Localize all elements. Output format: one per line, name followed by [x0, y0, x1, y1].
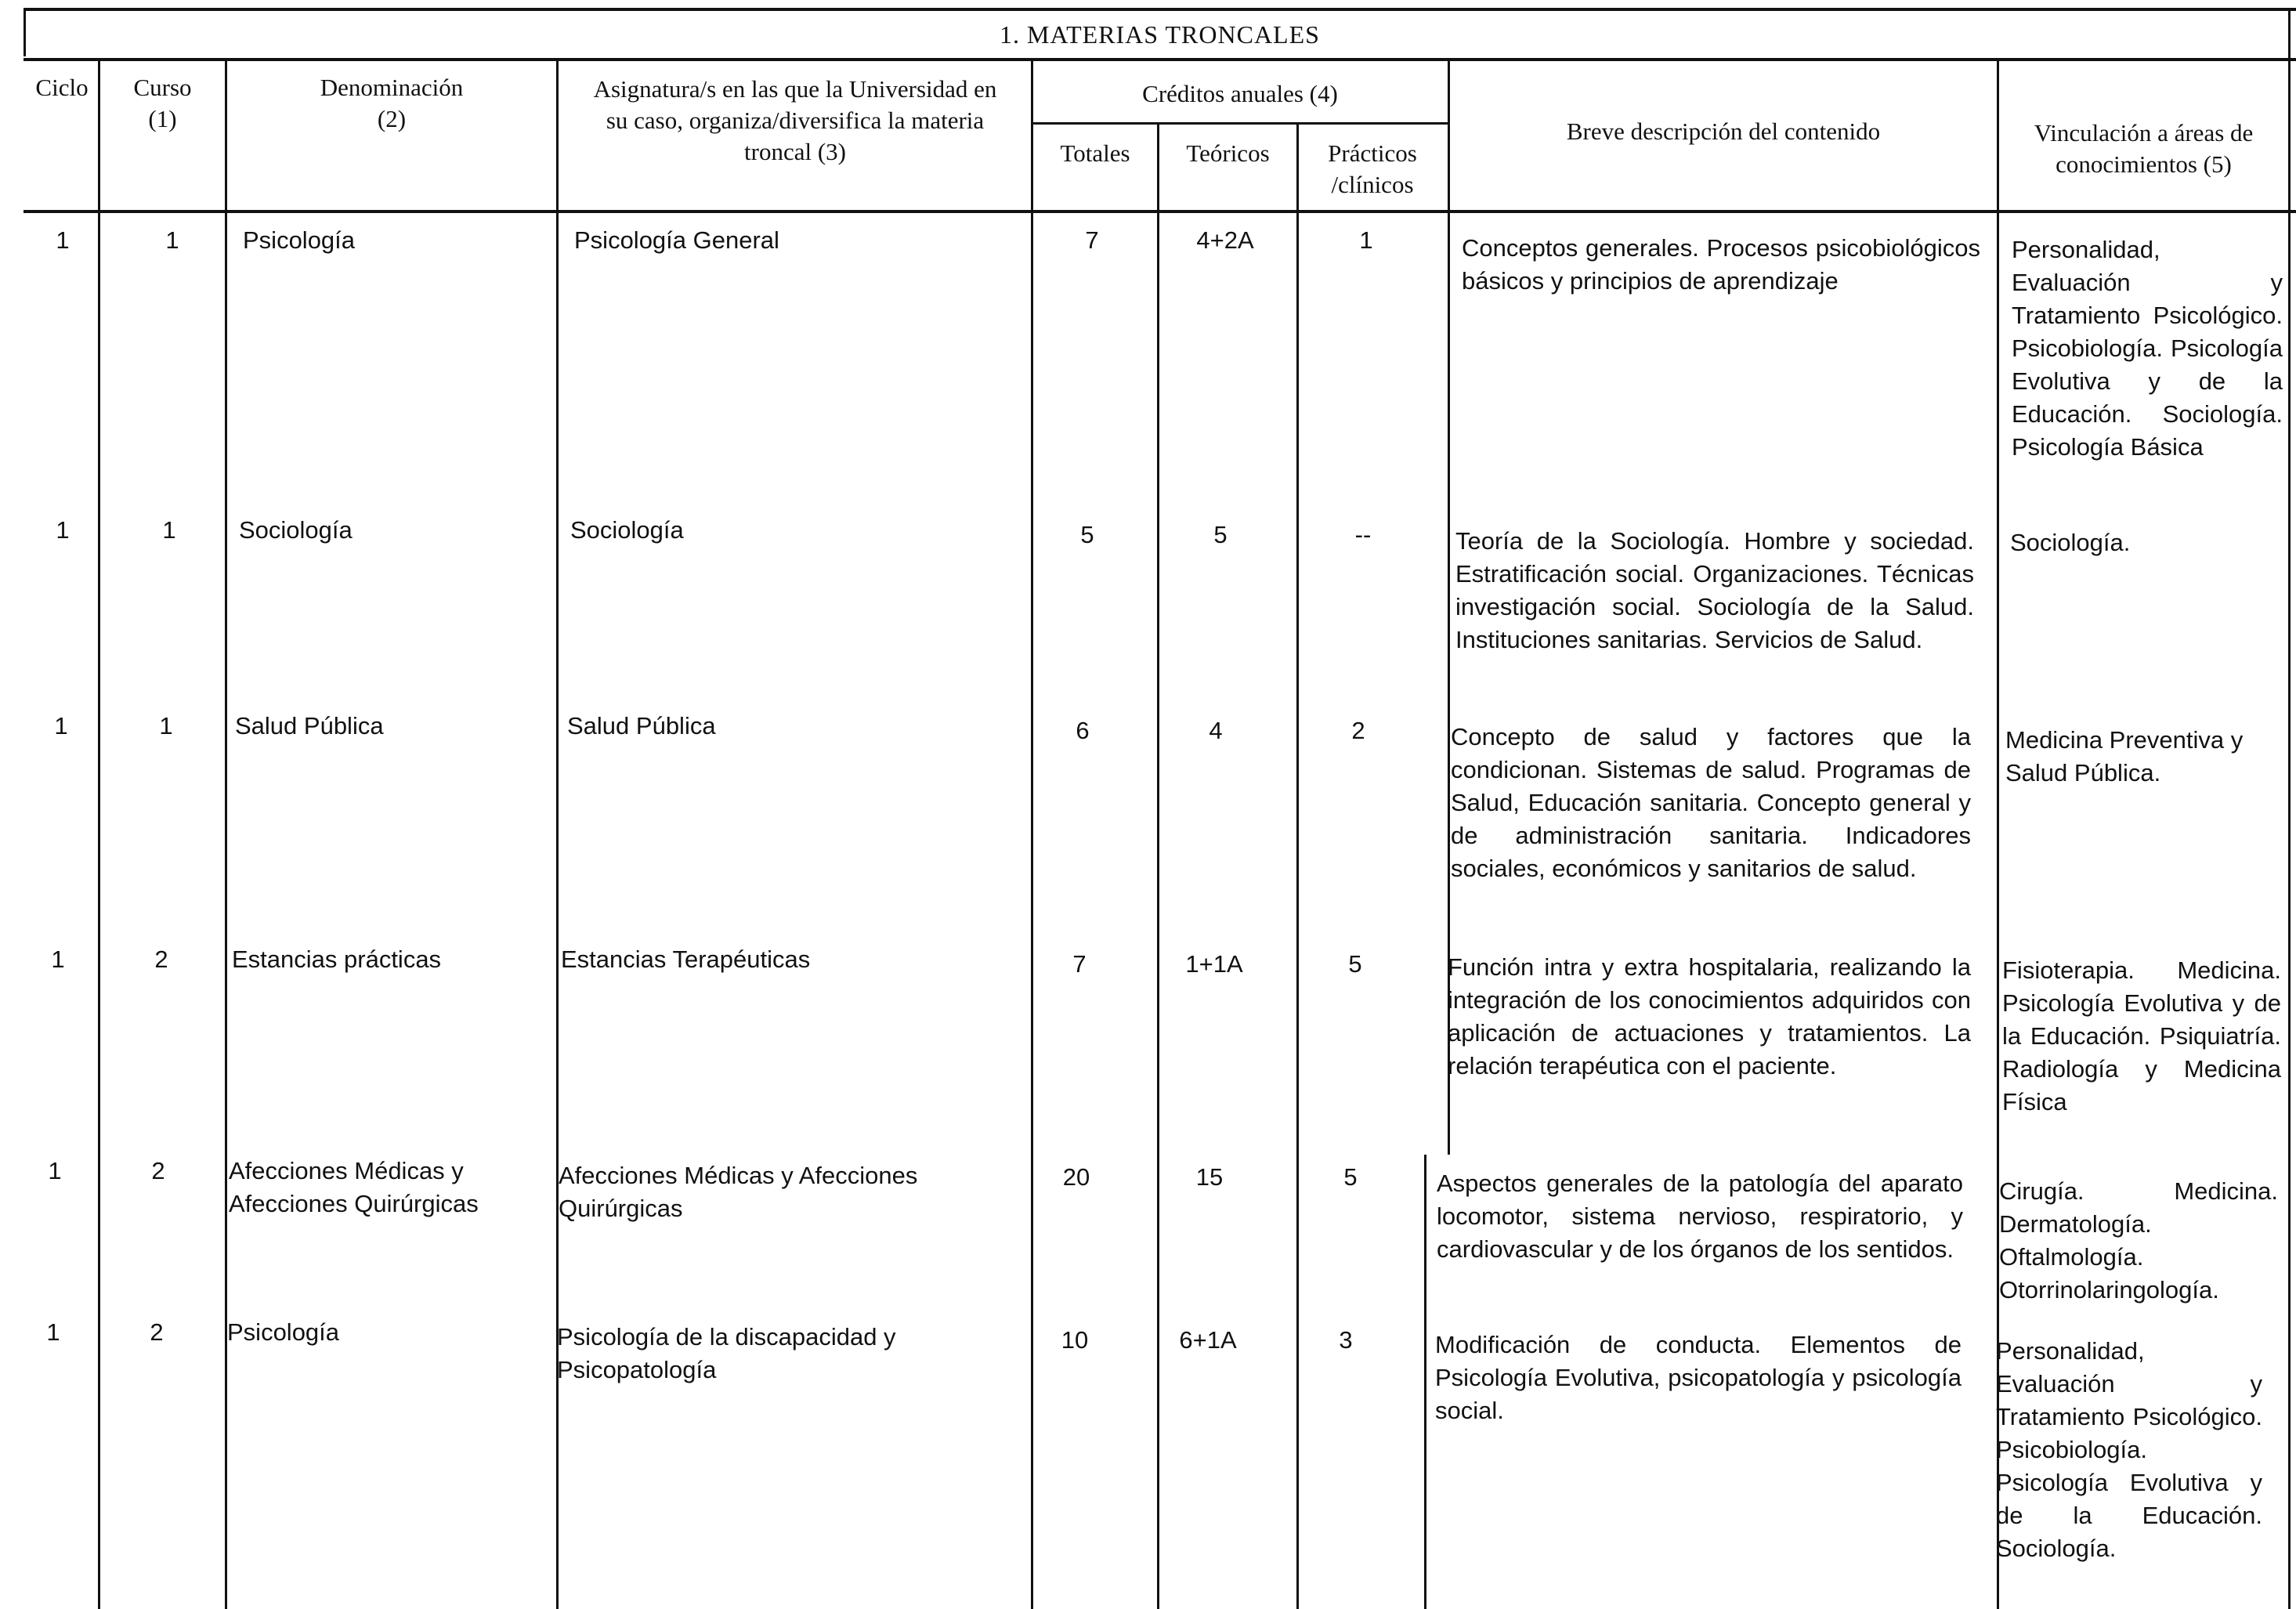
- cell-descripcion: Función intra y extra hospitalaria, realizando la integración de los conocimientos adquiridos con aplicación de actuaciones y tratamientos. La relación terapéutica con el paciente.: [1448, 953, 1971, 1079]
- frame-top-line: [24, 8, 2296, 11]
- cell-descripcion: Conceptos generales. Procesos psicobiológicos básicos y principios de aprendizaje: [1462, 234, 1980, 295]
- header-totales: Totales: [1060, 139, 1130, 167]
- cell-totales: 6: [1076, 717, 1090, 744]
- cell-practicos: 3: [1339, 1326, 1353, 1354]
- cell-practicos: --: [1354, 521, 1372, 548]
- header-asignatura: Asignatura/s en las que la Universidad en su caso, organiza/diversifica la materia troncal (3): [593, 75, 997, 165]
- cell-practicos: 5: [1348, 950, 1362, 978]
- cell-totales: 5: [1080, 521, 1094, 548]
- cell-totales: 20: [1062, 1163, 1090, 1191]
- header-vinculacion: Vinculación a áreas de conocimientos (5): [2034, 119, 2254, 178]
- cell-descripcion: Aspectos generales de la patología del aparato locomotor, sistema nervioso, respiratorio, y cardiovascular y de los órganos de los sentidos.: [1437, 1170, 1963, 1263]
- cell-ciclo: 1: [56, 226, 70, 254]
- header-creditos: Créditos anuales (4): [1142, 80, 1338, 107]
- header-bottom-line: [24, 210, 2296, 213]
- cell-totales: 7: [1085, 226, 1099, 254]
- header-denominacion: [227, 72, 556, 135]
- cell-asignatura: Salud Pública: [567, 712, 716, 739]
- header-curso: [100, 72, 225, 135]
- cell-vinculacion: Medicina Preventiva y Salud Pública.: [2005, 726, 2244, 786]
- cell-vinculacion: Cirugía. Medicina. Dermatología. Oftalmología. Otorrinolaringología.: [1999, 1177, 2278, 1303]
- cell-denominacion: Sociología: [239, 516, 353, 544]
- cell-vinculacion: Sociología.: [2010, 529, 2131, 556]
- cell-practicos: 1: [1359, 226, 1373, 254]
- cell-totales: 7: [1072, 950, 1087, 978]
- cell-denominacion: Psicología: [227, 1318, 340, 1346]
- cell-practicos: 5: [1343, 1163, 1358, 1191]
- cell-descripcion: Modificación de conducta. Elementos de Psicología Evolutiva, psicopatología y psicología social.: [1435, 1331, 1962, 1424]
- cell-teoricos: 15: [1195, 1163, 1224, 1191]
- column-line-5: [1157, 122, 1159, 1609]
- header-descripcion: Breve descripción del contenido: [1566, 118, 1881, 145]
- cell-denominacion: Afecciones Médicas y Afecciones Quirúrgicas: [229, 1157, 479, 1217]
- column-line-4: [1031, 58, 1033, 1609]
- cell-asignatura: Sociología: [570, 516, 684, 544]
- title-bottom-line: [24, 58, 2296, 61]
- cell-curso: 2: [151, 1157, 165, 1184]
- creditos-divider-line: [1031, 122, 1449, 125]
- cell-curso: 2: [150, 1318, 164, 1346]
- cell-teoricos: 5: [1213, 521, 1228, 548]
- cell-teoricos: 4+2A: [1196, 226, 1254, 254]
- cell-descripcion: Teoría de la Sociología. Hombre y sociedad. Estratificación social. Organizaciones. Técnicas investigación social. Sociología de la Salud. Instituciones sanitarias. Servicios de Salud.: [1455, 527, 1974, 653]
- cell-practicos: 2: [1351, 717, 1365, 744]
- cell-denominacion: Salud Pública: [235, 712, 384, 739]
- column-line-1: [98, 58, 100, 1609]
- column-line-7b: [1424, 1155, 1426, 1609]
- cell-curso: 1: [159, 712, 173, 739]
- cell-ciclo: 1: [51, 946, 65, 973]
- cell-ciclo: 1: [46, 1318, 60, 1346]
- header-ciclo: Ciclo: [35, 74, 89, 101]
- cell-teoricos: 1+1A: [1185, 950, 1243, 978]
- cell-asignatura: Psicología General: [574, 226, 779, 254]
- cell-vinculacion: Fisioterapia. Medicina. Psicología Evolutiva y de la Educación. Psiquiatría. Radiología y Medicina Física: [2002, 956, 2281, 1115]
- cell-asignatura: Estancias Terapéuticas: [561, 946, 811, 973]
- cell-vinculacion: Personalidad, Evaluación y Tratamiento Psicológico. Psicobiología. Psicología Evolutiva y de la Educación. Sociología. Psicología Básica: [2012, 236, 2283, 461]
- cell-descripcion: Concepto de salud y factores que la condicionan. Sistemas de salud. Programas de Salud, Educación sanitaria. Concepto general y de administración sanitaria. Indicadores sociales, económicos y sanitarios de salud.: [1451, 723, 1971, 882]
- cell-ciclo: 1: [54, 712, 68, 739]
- cell-vinculacion: Personalidad, Evaluación y Tratamiento Psicológico. Psicobiología. Psicología Evolutiva y de la Educación. Sociología.: [1996, 1337, 2262, 1562]
- cell-totales: 10: [1061, 1326, 1089, 1354]
- header-denominacion-label: Denominación: [320, 74, 464, 101]
- header-curso-label: Curso: [133, 74, 192, 101]
- header-practicos: Prácticos /clínicos: [1328, 139, 1417, 198]
- header-teoricos: Teóricos: [1186, 139, 1270, 167]
- cell-asignatura: Afecciones Médicas y Afecciones Quirúrgicas: [559, 1162, 918, 1222]
- header-curso-note: (1): [148, 105, 177, 132]
- cell-curso: 2: [154, 946, 168, 973]
- cell-ciclo: 1: [56, 516, 70, 544]
- table-title: 1. MATERIAS TRONCALES: [1000, 20, 1320, 49]
- header-denominacion-note: (2): [377, 105, 407, 132]
- cell-curso: 1: [165, 226, 179, 254]
- cell-denominacion: Estancias prácticas: [232, 946, 442, 973]
- cell-denominacion: Psicología: [243, 226, 356, 254]
- cell-curso: 1: [162, 516, 176, 544]
- cell-ciclo: 1: [48, 1157, 62, 1184]
- column-line-2: [225, 58, 227, 1609]
- cell-teoricos: 6+1A: [1179, 1326, 1237, 1354]
- cell-teoricos: 4: [1209, 717, 1223, 744]
- column-line-6: [1296, 122, 1299, 1609]
- frame-right-line: [2288, 8, 2291, 1609]
- cell-asignatura: Psicología de la discapacidad y Psicopatología: [557, 1323, 896, 1383]
